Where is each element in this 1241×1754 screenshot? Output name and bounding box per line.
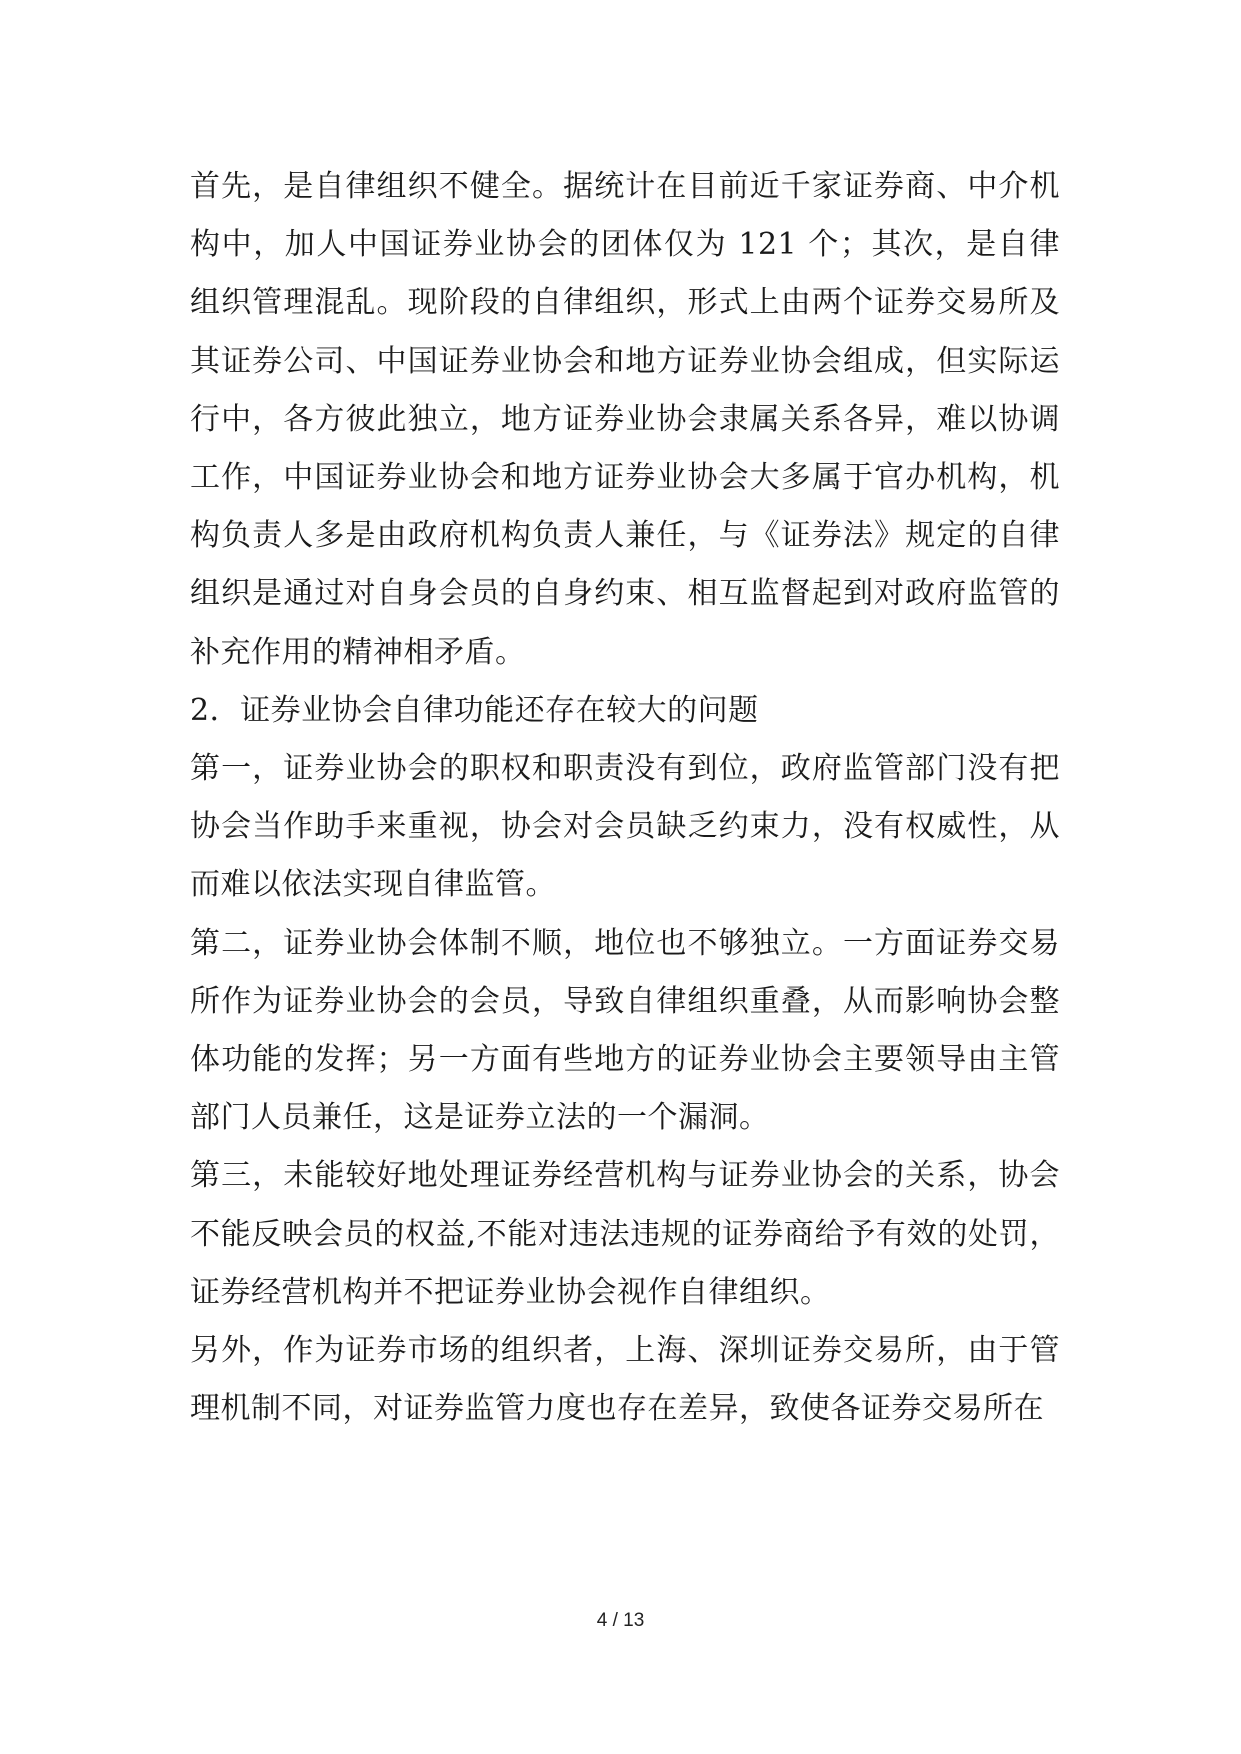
paragraph-self-regulation-deficiency: 首先，是自律组织不健全。据统计在目前近千家证券商、中介机构中，加人中国证券业协会的团体仅为 121 个；其次，是自律组织管理混乱。现阶段的自律组织，形式上由两个证券交易所及其证券公司、中国证券业协会和地方证券业协会组成，但实际运行中，各方彼此独立，地方证券业协会隶属关系各异，难以协调工作，中国证券业协会和地方证券业协会大多属于官办机构，机构负责人多是由政府机构负责人兼任，与《证券法》规定的自律组织是通过对自身会员的自身约束、相互监督起到对政府监管的补充作用的精神相矛盾。 <box>190 169 1060 670</box>
section-heading-association-problems: 2．证券业协会自律功能还存在较大的问题 <box>190 692 759 728</box>
paragraph-first-point: 第一，证券业协会的职权和职责没有到位，政府监管部门没有把协会当作助手来重视，协会对会员缺乏约束力，没有权威性，从而难以依法实现自律监管。 <box>190 751 1060 903</box>
paragraph-third-point: 第三，未能较好地处理证券经营机构与证券业协会的关系，协会不能反映会员的权益,不能对违法违规的证券商给予有效的处罚，证券经营机构并不把证券业协会视作自律组织。 <box>190 1158 1060 1310</box>
document-body <box>190 158 1060 1438</box>
page-number: 4 / 13 <box>596 1610 645 1631</box>
paragraph-second-point: 第二，证券业协会体制不顺，地位也不够独立。一方面证券交易所作为证券业协会的会员，导致自律组织重叠，从而影响协会整体功能的发挥；另一方面有些地方的证券业协会主要领导由主管部门人员兼任，这是证券立法的一个漏洞。 <box>190 925 1060 1136</box>
paragraph-additionally: 另外，作为证券市场的组织者，上海、深圳证券交易所，由于管理机制不同，对证券监管力度也存在差异，致使各证券交易所在 <box>190 1333 1060 1427</box>
